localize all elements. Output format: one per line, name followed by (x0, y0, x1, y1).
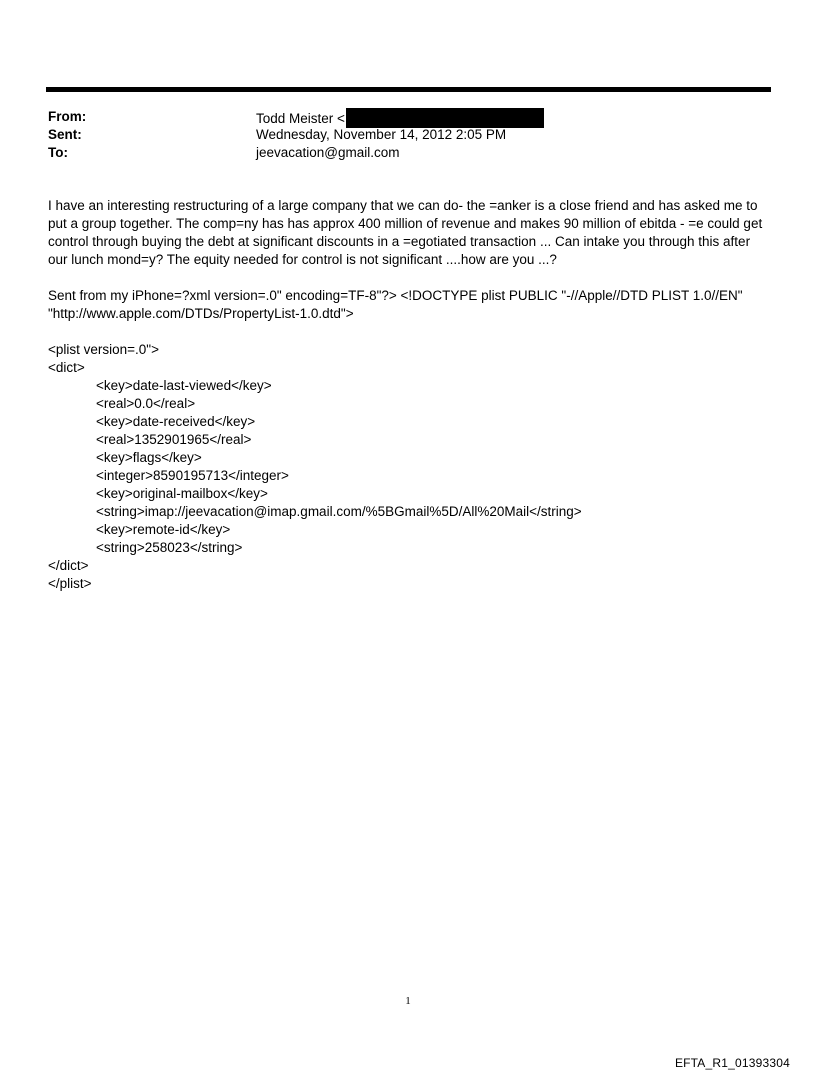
plist-entry: <string>imap://jeevacation@imap.gmail.com/%5BGmail%5D/All%20Mail</string> (96, 504, 582, 519)
plist-entry: <key>remote-id</key> (96, 522, 231, 537)
plist-entry: <integer>8590195713</integer> (96, 468, 289, 483)
dict-open: <dict> (48, 360, 85, 375)
plist-close: </plist> (48, 576, 92, 591)
plist-entry: <key>date-last-viewed</key> (96, 378, 272, 393)
plist-entry: <key>date-received</key> (96, 414, 256, 429)
sent-label: Sent: (48, 127, 82, 142)
sent-value: Wednesday, November 14, 2012 2:05 PM (256, 127, 507, 142)
plist-entry: <string>258023</string> (96, 540, 243, 555)
plist-entry: <key>original-mailbox</key> (96, 486, 268, 501)
plist-open: <plist version=.0"> (48, 342, 159, 357)
dict-close: </dict> (48, 558, 89, 573)
message-body (48, 197, 768, 269)
redaction-block (346, 108, 544, 128)
plist-entry: <real>1352901965</real> (96, 432, 252, 447)
header-rule (46, 87, 771, 92)
to-value: jeevacation@gmail.com (256, 145, 400, 160)
bates-number: EFTA_R1_01393304 (674, 1056, 790, 1070)
from-label: From: (48, 109, 87, 124)
page-number: 1 (405, 995, 411, 1007)
to-label: To: (48, 145, 68, 160)
plist-block (48, 341, 582, 593)
signature-line: Sent from my iPhone=?xml version=.0" encoding=TF-8"?> <!DOCTYPE plist PUBLIC "-//Apple//DTD PLIST 1.0//EN" "http://www.apple.com/DTDs/PropertyList-1.0.dtd"> (48, 288, 743, 321)
plist-entry: <key>flags</key> (96, 450, 202, 465)
plist-entry: <real>0.0</real> (96, 396, 196, 411)
message-paragraph: I have an interesting restructuring of a large company that we can do- the =anker is a close friend and has asked me to put a group together. The comp=ny has has approx 400 million of revenue and makes 90 million of ebitda - =e could get control through buying the debt at significant discounts in a =egotiated transaction ... Can intake you through this after our lunch mond=y? The equity needed for control is not significant ....how are you ...? (48, 198, 763, 267)
from-value (256, 108, 544, 128)
signature-block (48, 287, 768, 323)
from-sender-name: Todd Meister < (256, 111, 345, 126)
